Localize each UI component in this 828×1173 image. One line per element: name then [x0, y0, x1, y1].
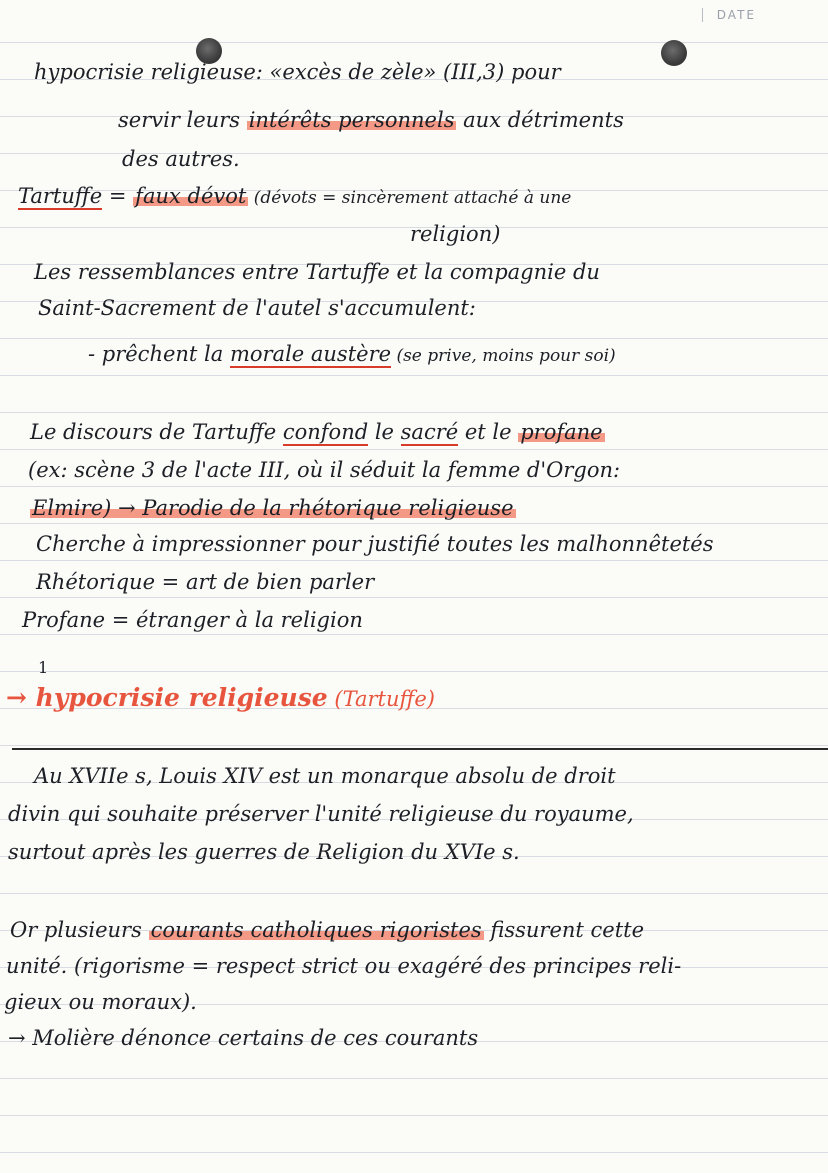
note-emphasis: faux dévot — [135, 184, 247, 208]
note-emphasis: confond — [282, 420, 369, 444]
note-emphasis: → hypocrisie religieuse — [6, 683, 328, 712]
note-text: unité. (rigorisme = respect strict ou exagéré des principes reli- — [6, 954, 682, 978]
date-label: DATE — [702, 8, 756, 22]
note-line — [38, 294, 476, 322]
note-text: Le discours de Tartuffe — [30, 420, 283, 444]
note-line — [36, 530, 714, 558]
note-line — [88, 340, 616, 370]
note-emphasis: intérêts personnels — [248, 108, 455, 132]
note-text: des autres. — [122, 147, 240, 171]
note-emphasis: morale austère — [229, 342, 392, 366]
note-line — [30, 418, 605, 446]
note-line — [22, 606, 363, 634]
note-line — [34, 258, 600, 286]
note-line — [8, 800, 634, 828]
note-text: - prêchent la — [88, 342, 230, 366]
note-text: fissurent cette — [483, 918, 645, 942]
note-line — [118, 106, 624, 134]
note-text: et le — [458, 420, 519, 444]
note-line — [36, 568, 374, 596]
note-text: servir leurs — [118, 108, 247, 132]
note-line — [34, 58, 561, 86]
note-line — [18, 182, 571, 212]
note-text: Les ressemblances entre Tartuffe et la compagnie du — [34, 260, 600, 284]
note-line — [30, 494, 516, 522]
note-line — [8, 838, 520, 866]
note-text: Profane = étranger à la religion — [22, 608, 363, 632]
note-text: divin qui souhaite préserver l'unité religieuse du royaume, — [8, 802, 634, 826]
note-line — [10, 916, 644, 944]
note-emphasis: (dévots = sincèrement attaché à une — [248, 188, 572, 208]
note-line — [8, 1024, 478, 1052]
note-line — [6, 952, 681, 980]
note-emphasis: profane — [520, 420, 603, 444]
note-text: → Molière dénonce certains de ces courants — [8, 1026, 479, 1050]
note-text: Or plusieurs — [10, 918, 149, 942]
note-text: religion) — [410, 222, 501, 246]
note-line — [4, 988, 197, 1016]
note-line — [28, 456, 620, 484]
note-emphasis: (se prive, moins pour soi) — [391, 346, 616, 366]
note-text: Au XVIIe s, Louis XIV est un monarque absolu de droit — [34, 764, 616, 788]
note-emphasis: Tartuffe — [18, 184, 103, 208]
note-text: Saint-Sacrement de l'autel s'accumulent: — [38, 296, 476, 320]
margin-mark: 1 — [38, 658, 49, 677]
note-text: surtout après les guerres de Religion du XVIe s. — [8, 840, 520, 864]
note-text: aux détriments — [456, 108, 624, 132]
note-text: le — [368, 420, 401, 444]
note-line — [6, 684, 435, 713]
note-line — [410, 220, 500, 248]
note-line — [34, 762, 616, 790]
section-divider — [12, 748, 828, 750]
note-emphasis: Elmire) → Parodie de la rhétorique religieuse — [32, 496, 514, 520]
note-text: gieux ou moraux). — [4, 990, 197, 1014]
note-emphasis: sacré — [400, 420, 459, 444]
note-emphasis: (Tartuffe) — [327, 687, 435, 711]
note-emphasis: courants catholiques rigoristes — [150, 918, 482, 942]
note-text: = — [102, 184, 134, 208]
note-text: hypocrisie religieuse: «excès de zèle» (III,3) pour — [34, 60, 561, 84]
binder-hole-right — [661, 40, 687, 66]
note-text: Rhétorique = art de bien parler — [36, 570, 375, 594]
note-line — [122, 145, 240, 173]
note-text: (ex: scène 3 de l'acte III, où il séduit la femme d'Orgon: — [28, 458, 621, 482]
note-text: Cherche à impressionner pour justifié toutes les malhonnêtetés — [36, 532, 714, 556]
